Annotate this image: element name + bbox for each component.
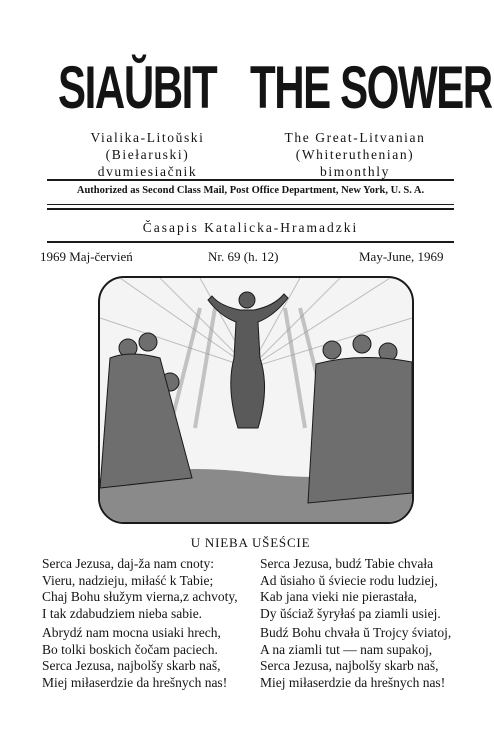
poem-line: I tak zdabudziem nieba sabie. xyxy=(42,605,203,621)
poem-line: Vieru, nadzieju, miłaść k Tabie; xyxy=(42,572,214,588)
authorization-notice: Authorized as Second Class Mail, Post Office Department, New York, U. S. A. xyxy=(76,185,425,196)
subtitle-left-line: dvumiesiačnik xyxy=(97,164,198,179)
masthead-subtitle-right xyxy=(255,129,455,180)
rule-middle-b xyxy=(47,208,454,210)
issue-date-english: May-June, 1969 xyxy=(359,249,444,264)
poem-line: Bo tolki boskich čočam paciech. xyxy=(42,641,218,657)
subtitle-right-line: (Whiteruthenian) xyxy=(295,147,415,162)
issue-date-local: 1969 Maj-červień xyxy=(40,249,133,264)
poem-left-stanza-2 xyxy=(42,625,227,691)
subtitle-left-line: (Biełaruski) xyxy=(105,147,190,162)
poem-line: Serca Jezusa, najbolšy skarb naš, xyxy=(260,658,439,673)
masthead-title-right: THE SOWER xyxy=(250,54,492,121)
poem-line: Serca Jezusa, daj-ža nam cnoty: xyxy=(42,556,215,571)
poem-line: Miej miłaserdzie da hrešnych nas! xyxy=(42,674,228,690)
poem-title: U NIEBA UŠEŚCIE xyxy=(190,535,311,550)
poem-line: Ad ŭsiaho ŭ śviecie rodu ludziej, xyxy=(260,572,438,588)
poem-line: Budź Bohu chvała ŭ Trojcy śviatoj, xyxy=(260,625,452,640)
masthead-subtitle-left xyxy=(55,129,240,180)
poem-line: Miej miłaserdzie da hrešnych nas! xyxy=(260,674,446,690)
rule-dateline xyxy=(47,241,454,243)
subtitle-right-line: The Great-Litvanian xyxy=(284,130,426,145)
masthead-title-left: SIAŬBIT xyxy=(58,54,217,121)
poem-left-stanza-1 xyxy=(42,556,238,622)
poem-line: Serca Jezusa, budź Tabie chvała xyxy=(260,556,434,571)
rule-middle-a xyxy=(47,204,454,205)
subtitle-right-line: bimonthly xyxy=(320,164,390,179)
subtitle-left-line: Vialika-Litoŭski xyxy=(90,130,205,145)
poem-line: Kab jana vieki nie pierastała, xyxy=(260,589,418,604)
issue-number: Nr. 69 (h. 12) xyxy=(208,249,279,264)
poem-line: Abrydź nam mocna usiaki hrech, xyxy=(42,625,221,640)
publication-type: Časapis Katalicka-Hramadzki xyxy=(142,220,359,235)
poem-line: Serca Jezusa, najbolšy skarb naš, xyxy=(42,658,221,673)
poem-right-stanza-1 xyxy=(260,556,441,622)
poem-line: A na ziamli tut — nam supakoj, xyxy=(260,641,433,657)
poem-line: Dy ŭściaž šyryłaś pa ziamli usiej. xyxy=(260,605,441,621)
rule-top xyxy=(47,179,454,181)
poem-line: Chaj Bohu słužym vierna,z achvoty, xyxy=(42,589,238,604)
ascension-illustration xyxy=(98,276,414,524)
poem-right-stanza-2 xyxy=(260,625,451,691)
